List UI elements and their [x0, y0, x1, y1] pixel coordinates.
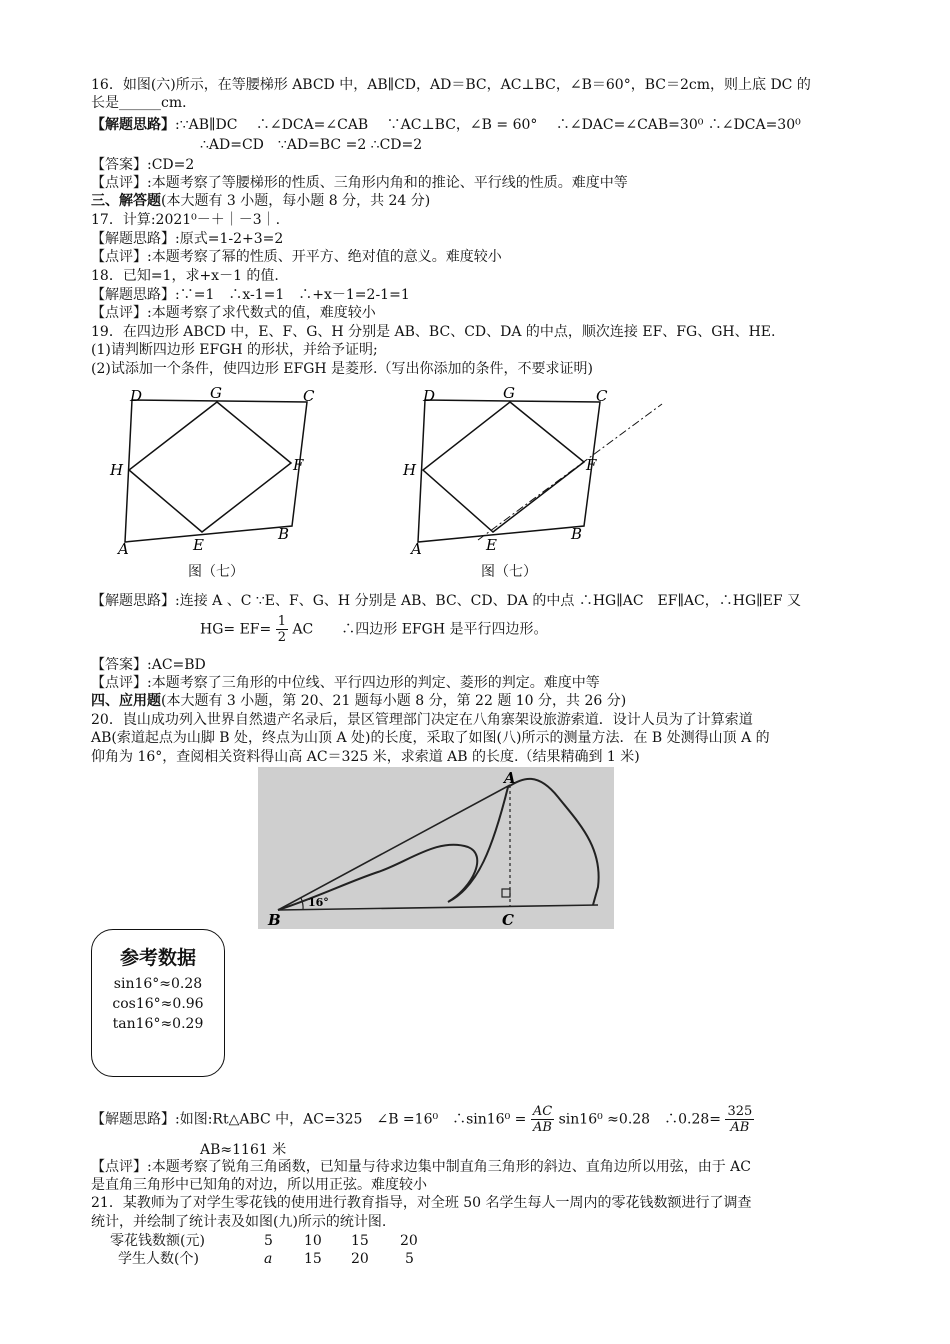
q21-stem-line2: 统计，并绘制了统计表及如图(九)所示的统计图. — [91, 1214, 387, 1230]
table-cell: 5 — [264, 1233, 273, 1249]
answer-text: :CD=2 — [147, 157, 195, 173]
fraction-denominator: 2 — [277, 630, 286, 645]
analysis-label: 【解题思路】 — [91, 287, 175, 303]
label-g: G — [503, 384, 515, 402]
label-a: A — [411, 540, 422, 558]
reference-data-box — [91, 929, 225, 1077]
q18-stem: 18．已知=1，求+x－1 的值. — [91, 268, 279, 284]
label-g: G — [210, 384, 222, 402]
table-cell: 20 — [400, 1233, 418, 1249]
q19-figure-left — [100, 382, 340, 582]
comment-label: 【点评】 — [91, 675, 147, 691]
table-cell: 15 — [351, 1233, 369, 1249]
section4-header — [91, 692, 626, 710]
quadrilateral-efgh — [129, 402, 291, 532]
fraction-one-half — [276, 614, 288, 645]
photo-label-a: A — [504, 769, 516, 787]
analysis-text-pre: :如图:Rt△ABC 中，AC=325 ∠B =16⁰ ∴sin16⁰ = — [175, 1111, 527, 1128]
q18-analysis — [91, 286, 410, 304]
table-cell: 15 — [304, 1251, 322, 1267]
comment-label: 【点评】 — [91, 175, 147, 191]
q19-stem: 19．在四边形 ABCD 中，E、F、G、H 分别是 AB、BC、CD、DA 的中点，顺次连接 EF、FG、GH、HE. — [91, 324, 776, 340]
comment-label: 【点评】 — [91, 305, 147, 321]
q17-comment — [91, 248, 502, 266]
fraction-denominator: AB — [533, 1120, 552, 1135]
table-cell: a — [264, 1251, 273, 1267]
q20-mountain-photo — [258, 767, 614, 929]
analysis-text-post: AC ∴四边形 EFGH 是平行四边形。 — [292, 621, 548, 638]
analysis-text-mid: sin16⁰ ≈0.28 ∴0.28= — [558, 1111, 721, 1128]
q20-comment-line1 — [91, 1158, 751, 1176]
comment-text: :本题考察了等腰梯形的性质、三角形内角和的推论、平行线的性质。难度中等 — [147, 175, 628, 191]
quadrilateral-efgh — [423, 402, 584, 532]
table-cell: 5 — [405, 1251, 414, 1267]
q17-stem: 17．计算:2021⁰－＋｜－3｜. — [91, 212, 281, 228]
table-cell: 10 — [304, 1233, 322, 1249]
fraction-numerator: 325 — [727, 1104, 753, 1119]
q20-stem-line2: AB(索道起点为山脚 B 处，终点为山顶 A 处)的长度，采取了如图(八)所示的测量方法．在 B 处测得山顶 A 的 — [91, 730, 770, 746]
q20-analysis-line2: AB≈1161 米 — [200, 1142, 287, 1158]
label-c: C — [303, 387, 315, 405]
comment-text: :本题考察了锐角三角函数，已知量与待求边集中制直角三角形的斜边、直角边所以用弦，由于 AC — [147, 1159, 751, 1175]
section3-title: 三、解答题 — [91, 193, 161, 209]
section3-note: (本大题有 3 小题，每小题 8 分，共 24 分) — [161, 193, 431, 209]
section4-title: 四、应用题 — [91, 693, 161, 709]
q18-comment — [91, 304, 376, 322]
angle-arc — [301, 898, 303, 910]
reference-title: 参考数据 — [119, 947, 196, 969]
q16-stem-line2: 长是______cm． — [91, 95, 197, 111]
q16-comment — [91, 174, 628, 192]
reference-cos: cos16°≈0.96 — [112, 996, 204, 1012]
label-c: C — [596, 387, 608, 405]
label-d: D — [423, 387, 436, 405]
q19-fig-caption-left: 图（七） — [188, 564, 244, 580]
q19-analysis-line1 — [91, 592, 801, 610]
analysis-label: 【解题思路】 — [91, 117, 175, 133]
q17-analysis — [91, 230, 283, 248]
photo-label-b: B — [268, 911, 281, 929]
fraction-numerator: AC — [532, 1104, 553, 1119]
photo-label-c: C — [502, 911, 514, 929]
photo-angle-label: 16° — [308, 896, 329, 909]
fraction-numerator: 1 — [277, 614, 286, 629]
label-f: F — [293, 456, 304, 474]
analysis-text: :∵AB∥DC ∴∠DCA=∠CAB ∵AC⊥BC，∠B = 60° ∴∠DAC=∠CAB=30⁰ ∴∠DCA=30⁰ — [175, 117, 801, 133]
q21-stat-table — [100, 1232, 430, 1272]
analysis-label: 【解题思路】 — [91, 593, 175, 609]
section4-note: (本大题有 3 小题，第 20、21 题每小题 8 分，第 22 题 10 分，共 26 分) — [161, 693, 627, 709]
comment-label: 【点评】 — [91, 249, 147, 265]
q19-figure-right — [400, 382, 670, 582]
comment-text: :本题考察了三角形的中位线、平行四边形的判定、菱形的判定。难度中等 — [147, 675, 600, 691]
q16-answer — [91, 156, 194, 174]
answer-text: :AC=BD — [147, 657, 206, 673]
label-e: E — [486, 536, 497, 554]
q19-part2: (2)试添加一个条件，使四边形 EFGH 是菱形.（写出你添加的条件，不要求证明) — [91, 361, 593, 377]
label-h: H — [403, 461, 417, 479]
label-d: D — [130, 387, 143, 405]
q19-analysis-line2 — [200, 614, 548, 645]
q21-stem-line1: 21．某教师为了对学生零花钱的使用进行教育指导，对全班 50 名学生每人一周内的零花钱数额进行了调查 — [91, 1195, 752, 1211]
label-b: B — [278, 525, 290, 543]
reference-tan: tan16°≈0.29 — [112, 1016, 204, 1032]
reference-sin: sin16°≈0.28 — [113, 976, 203, 992]
fraction-denominator: AB — [730, 1120, 750, 1135]
table-row2-header: 学生人数(个) — [118, 1251, 199, 1267]
cable-line-ab — [278, 785, 510, 910]
mountain-sketch — [258, 767, 614, 929]
comment-label: 【点评】 — [91, 1159, 147, 1175]
q16-analysis-line1 — [91, 116, 801, 134]
analysis-text: :原式=1-2+3=2 — [175, 231, 284, 247]
label-f: F — [586, 456, 597, 474]
analysis-text: :∵=1 ∴x-1=1 ∴+x－1=2-1=1 — [175, 287, 410, 303]
mountain-outline — [278, 779, 599, 910]
q16-analysis-line2: ∴AD=CD ∵AD=BC =2 ∴CD=2 — [200, 137, 423, 153]
answer-label: 【答案】 — [91, 157, 147, 173]
q19-part1: (1)请判断四边形 EFGH 的形状，并给予证明; — [91, 342, 378, 358]
q20-analysis-line1 — [91, 1104, 754, 1135]
analysis-label: 【解题思路】 — [91, 1111, 175, 1128]
analysis-label: 【解题思路】 — [91, 231, 175, 247]
dash-dot-line — [478, 404, 662, 540]
q20-stem-line1: 20．崀山成功列入世界自然遗产名录后，景区管理部门决定在八角寨架设旅游索道．设计人员为了计算索道 — [91, 712, 753, 728]
label-a: A — [118, 540, 129, 558]
analysis-text-pre: HG= EF= — [200, 621, 272, 638]
section3-header — [91, 192, 430, 210]
q16-stem-line1: 16．如图(六)所示，在等腰梯形 ABCD 中，AB∥CD，AD＝BC，AC⊥BC，∠B＝60°，BC＝2cm，则上底 DC 的 — [91, 77, 811, 93]
label-b: B — [571, 525, 583, 543]
table-cell: 20 — [351, 1251, 369, 1267]
comment-text: :本题考察了求代数式的值，难度较小 — [147, 305, 376, 321]
table-row1-header: 零花钱数额(元) — [110, 1233, 205, 1249]
q20-stem-line3: 仰角为 16°，查阅相关资料得山高 AC＝325 米，求索道 AB 的长度.（结果精确到 1 米) — [91, 749, 640, 765]
q20-comment-line2: 是直角三角形中已知角的对边，所以用正弦。难度较小 — [91, 1177, 427, 1193]
comment-text: :本题考察了幂的性质、开平方、绝对值的意义。难度较小 — [147, 249, 502, 265]
label-e: E — [193, 536, 204, 554]
fraction-ac-ab — [531, 1104, 554, 1135]
label-h: H — [110, 461, 124, 479]
q19-comment — [91, 674, 600, 692]
q19-fig-caption-right: 图（七） — [481, 564, 537, 580]
q19-answer — [91, 656, 206, 674]
fraction-325-ab — [725, 1104, 754, 1135]
answer-label: 【答案】 — [91, 657, 147, 673]
analysis-text: :连接 A 、C ∵E、F、G、H 分别是 AB、BC、CD、DA 的中点 ∴HG∥AC EF∥AC，∴HG∥EF 又 — [175, 593, 801, 609]
right-angle-mark — [502, 889, 510, 897]
